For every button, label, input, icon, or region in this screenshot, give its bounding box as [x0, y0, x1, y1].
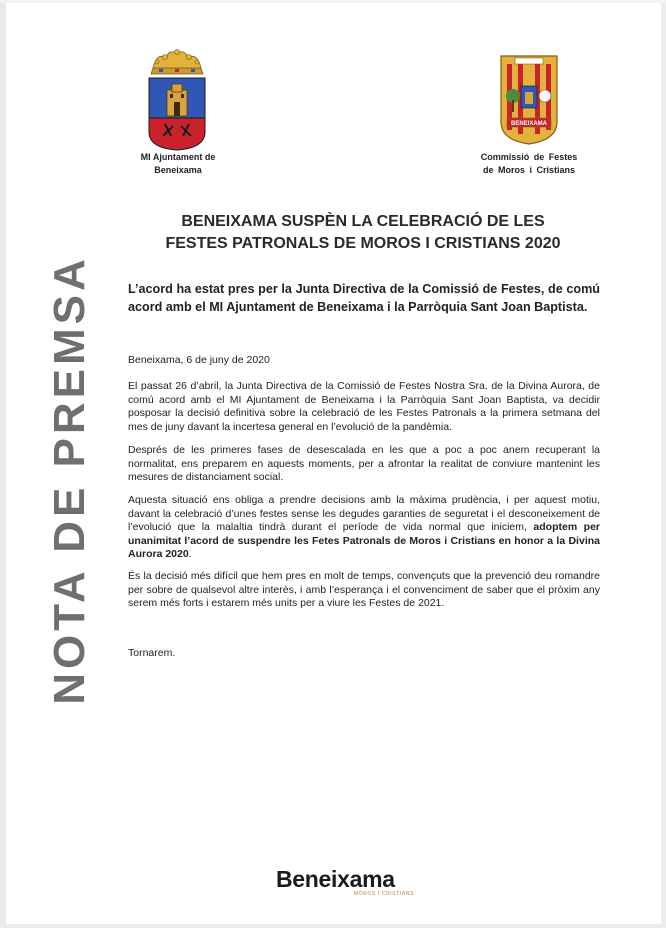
- body-paragraph-4: És la decisió més difícil que hem pres en molt de temps, convençuts que la prevenció deu romandre per sobre de qualsevol altre interès, i amb l’esperança i el convenciment de saber que el pròxim any serem més forts i estarem més units per a viure les Festes de 2021.: [128, 570, 600, 610]
- commission-crest-text: BENEIXAMA: [510, 121, 548, 127]
- body-paragraph-3: [128, 494, 600, 562]
- body-paragraph-3-end: .: [188, 548, 192, 561]
- page-edge-right: [661, 0, 666, 928]
- footer-logo-word: Beneixama: [276, 866, 395, 892]
- page-edge-top: [0, 0, 666, 3]
- press-release-side-label: [40, 230, 100, 730]
- press-release-headline: [128, 211, 598, 255]
- festes-commission-crest-icon: [497, 52, 561, 148]
- closing-line: Tornarem.: [128, 647, 176, 659]
- page-edge-left: [0, 0, 6, 928]
- body-paragraph-1: El passat 26 d’abril, la Junta Directiva de la Comissió de Festes Nostra Sra. de la Divina Aurora, de comú acord amb el MI Ajuntament de Beneixama i la Parròquia Sant Joan Baptista, va decidir posposar la decisió definitiva sobre la celebració de les Festes Patronals a la primera setmana del mes de juny davant la incertesa general en l’evolució de la pandèmia.: [128, 380, 600, 433]
- headline-line1: BENEIXAMA SUSPÈN LA CELEBRACIÓ DE LES: [181, 213, 545, 230]
- footer-logo: [276, 866, 438, 900]
- festes-commission-caption-line1: Commissió de Festes: [480, 152, 578, 162]
- body-paragraph-3-bold: adoptem per unanimitat l’acord de suspendre les Fetes Patronals de Moros i Cristians en honor a la Divina Aurora 2020: [128, 521, 600, 561]
- side-label-text: NOTA DE PREMSA: [45, 255, 94, 705]
- footer-logo-tagline: MOROS I CRISTIANS: [354, 891, 414, 897]
- festes-commission-caption: [466, 151, 592, 177]
- town-council-caption-line1: MI Ajuntament de: [140, 152, 216, 162]
- festes-commission-caption-line2: de Moros i Cristians: [482, 165, 576, 175]
- town-council-caption-line2: Beneixama: [154, 165, 202, 175]
- page-edge-bottom: [0, 924, 666, 928]
- dateline: Beneixama, 6 de juny de 2020: [128, 354, 270, 366]
- body-paragraph-3-start: Aquesta situació ens obliga a prendre decisions amb la màxima prudència, i per aquest motiu, davant la celebració d’unes festes sense les degudes garanties de seguretat i el desconeixement de l’evolució que la malaltia tindrà durant el període de vida normal que iniciem,: [128, 494, 600, 534]
- headline-line2: FESTES PATRONALS DE MOROS I CRISTIANS 2020: [165, 235, 561, 252]
- lead-paragraph: L’acord ha estat pres per la Junta Directiva de la Comissió de Festes, de comú acord amb el MI Ajuntament de Beneixama i la Parròquia Sant Joan Baptista.: [128, 282, 600, 314]
- body-paragraph-2: Després de les primeres fases de desescalada en les que a poc a poc anem recuperant la normalitat, ens preparem en aquests moments, per a afrontar la realitat de conviure mantenint les mesures de distanciament social.: [128, 444, 600, 484]
- town-council-caption: [116, 151, 240, 177]
- beneixama-town-crest-icon: [145, 44, 209, 152]
